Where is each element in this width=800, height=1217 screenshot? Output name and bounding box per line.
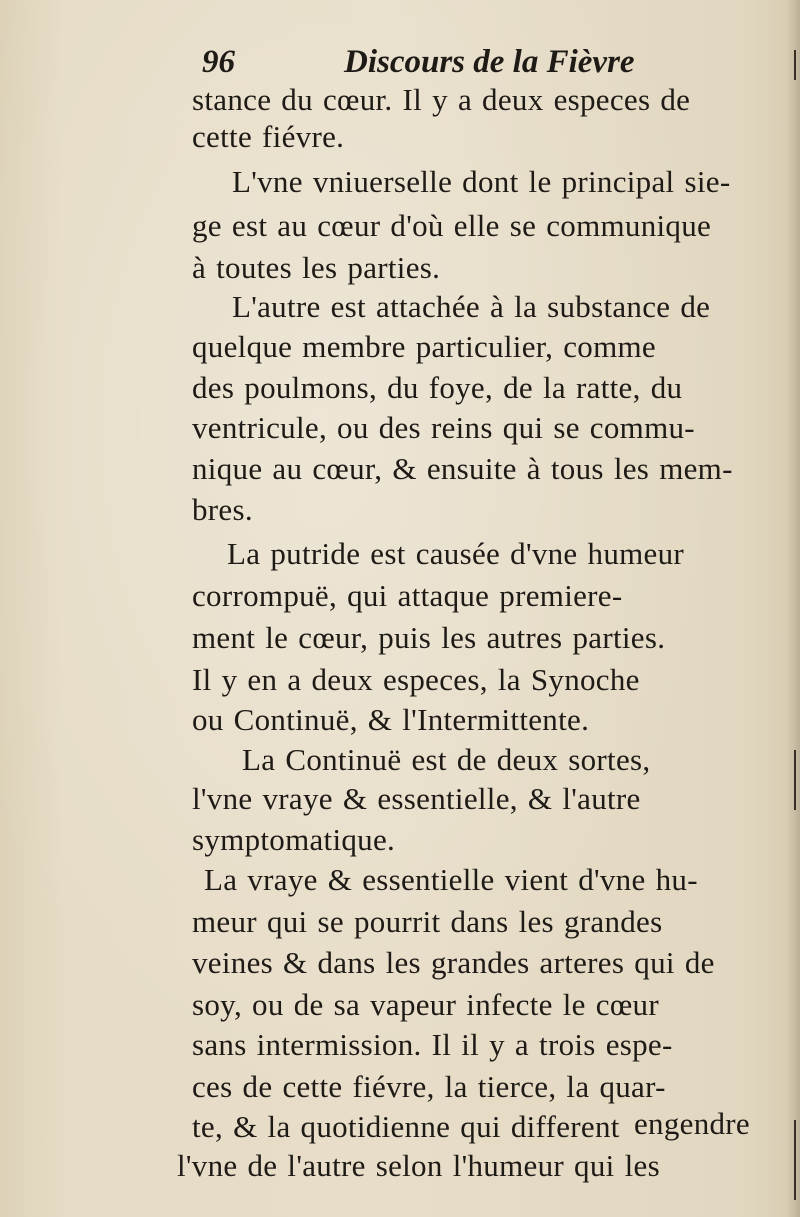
text-line: La Continuë est de deux sortes,	[242, 742, 651, 777]
text-line: des poulmons, du foye, de la ratte, du	[192, 370, 683, 405]
text-line: Il y en a deux especes, la Synoche	[192, 662, 640, 697]
text-line: quelque membre particulier, comme	[192, 329, 656, 364]
text-line: à toutes les parties.	[192, 250, 441, 285]
text-line: ventricule, ou des reins qui se commu-	[192, 410, 695, 445]
text-line: ge est au cœur d'où elle se communique	[192, 208, 712, 243]
text-line: nique au cœur, & ensuite à tous les mem-	[192, 451, 733, 486]
text-line: La vraye & essentielle vient d'vne hu-	[204, 862, 698, 897]
text-line: veines & dans les grandes arteres qui de	[192, 945, 715, 980]
text-line: te, & la quotidienne qui different	[192, 1109, 620, 1144]
page-edge-mark	[794, 1120, 796, 1200]
page-edge-mark	[794, 750, 796, 810]
page-edge-shadow	[786, 0, 800, 1217]
text-line: l'vne vraye & essentielle, & l'autre	[192, 781, 641, 816]
body-text	[177, 79, 772, 1189]
running-title: Discours de la Fièvre	[344, 44, 635, 80]
text-line: l'vne de l'autre selon l'humeur qui les	[177, 1148, 660, 1183]
text-line: L'autre est attachée à la substance de	[232, 289, 711, 324]
page-number: 96	[202, 44, 235, 80]
text-line: ment le cœur, puis les autres parties.	[192, 620, 666, 655]
text-line: symptomatique.	[192, 822, 396, 857]
catchword: engendre	[633, 1106, 750, 1141]
text-line: sans intermission. Il il y a trois espe-	[192, 1027, 673, 1062]
text-line: ces de cette fiévre, la tierce, la quar-	[192, 1069, 666, 1104]
text-line: cette fiévre.	[192, 119, 345, 154]
text-line: L'vne vniuerselle dont le principal sie-	[232, 164, 731, 199]
text-line: soy, ou de sa vapeur infecte le cœur	[192, 987, 659, 1022]
text-line: corrompuë, qui attaque premiere-	[192, 578, 623, 613]
text-line: bres.	[192, 492, 253, 527]
text-line: stance du cœur. Il y a deux especes de	[192, 82, 691, 117]
text-line: La putride est causée d'vne humeur	[227, 536, 685, 571]
text-line: ou Continuë, & l'Intermittente.	[192, 702, 590, 737]
page-edge-mark	[794, 50, 796, 80]
text-line: meur qui se pourrit dans les grandes	[192, 904, 663, 939]
